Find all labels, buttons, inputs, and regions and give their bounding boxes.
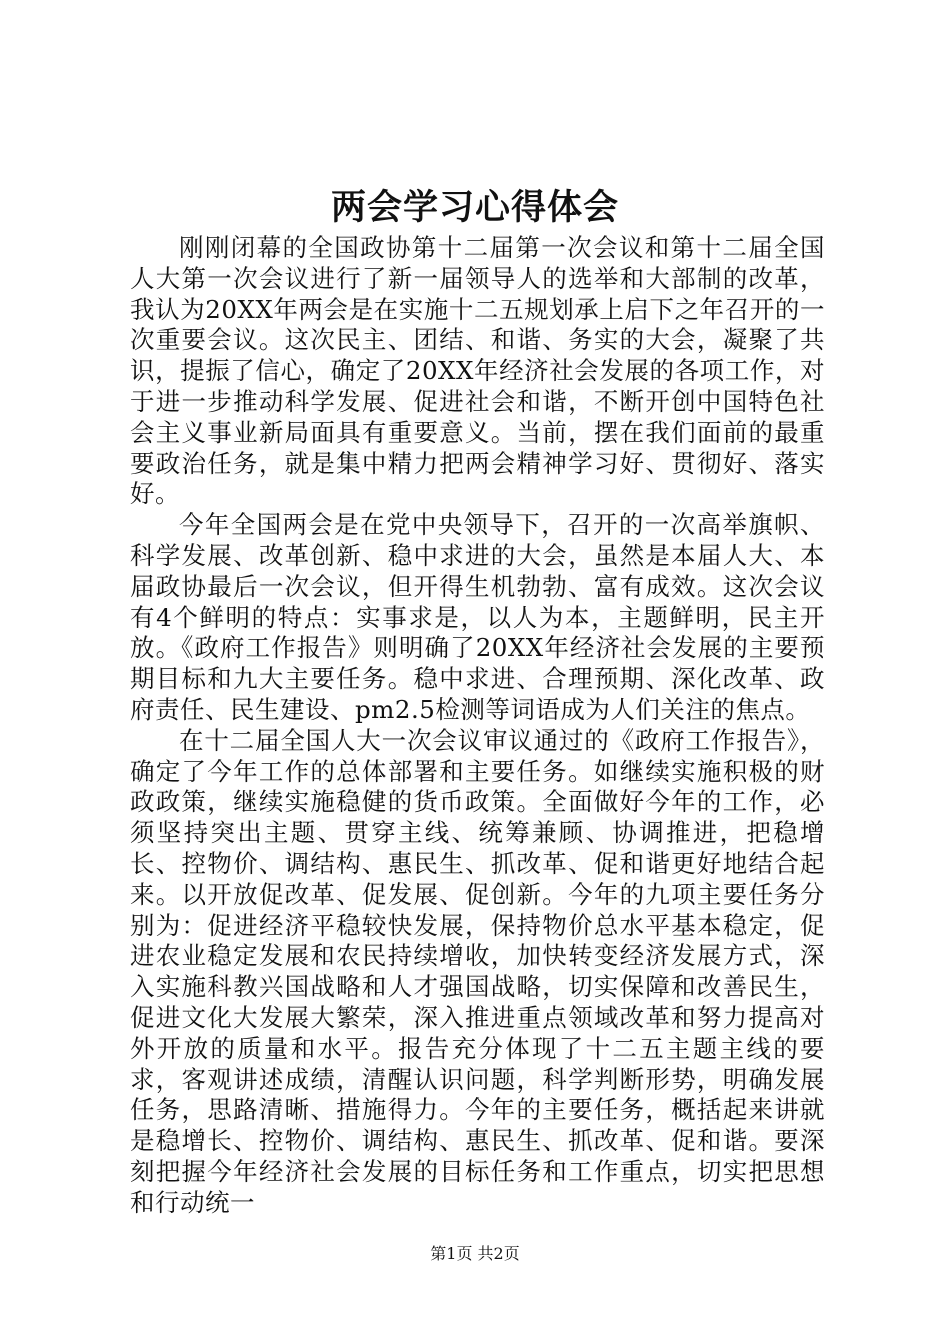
paragraph-1: 刚刚闭幕的全国政协第十二届第一次会议和第十二届全国人大第一次会议进行了新一届领导人的选举和大部制的改革，我认为20XX年两会是在实施十二五规划承上启下之年召开的一次重要会议。这次民主、团结、和谐、务实的大会，凝聚了共识，提振了信心，确定了20XX年经济社会发展的各项工作，对于进一步推动科学发展、促进社会和谐，不断开创中国特色社会主义事业新局面具有重要意义。当前，摆在我们面前的最重要政治任务，就是集中精力把两会精神学习好、贯彻好、落实好。 — [130, 233, 825, 509]
page-number: 第1页 共2页 — [430, 1244, 520, 1263]
paragraph-2: 今年全国两会是在党中央领导下，召开的一次高举旗帜、科学发展、改革创新、稳中求进的大会，虽然是本届人大、本届政协最后一次会议，但开得生机勃勃、富有成效。这次会议有4个鲜明的特点：实事求是，以人为本，主题鲜明，民主开放。《政府工作报告》则明确了20XX年经济社会发展的主要预期目标和九大主要任务。稳中求进、合理预期、深化改革、政府责任、民生建设、pm2.5检测等词语成为人们关注的焦点。 — [130, 510, 825, 724]
document-title: 两会学习心得体会 — [330, 187, 619, 228]
page-footer — [0, 1242, 950, 1266]
paragraph-3: 在十二届全国人大一次会议审议通过的《政府工作报告》，确定了今年工作的总体部署和主要任务。如继续实施积极的财政政策，继续实施稳健的货币政策。全面做好今年的工作，必须坚持突出主题、贯穿主线、统筹兼顾、协调推进，把稳增长、控物价、调结构、惠民生、抓改革、促和谐更好地结合起来。以开放促改革、促发展、促创新。今年的九项主要任务分别为：促进经济平稳较快发展，保持物价总水平基本稳定，促进农业稳定发展和农民持续增收，加快转变经济发展方式，深入实施科教兴国战略和人才强国战略，切实保障和改善民生，促进文化大发展大繁荣，深入推进重点领域改革和努力提高对外开放的质量和水平。报告充分体现了十二五主题主线的要求，客观讲述成绩，清醒认识问题，科学判断形势，明确发展任务，思路清晰、措施得力。今年的主要任务，概括起来讲就是稳增长、控物价、调结构、惠民生、抓改革、促和谐。要深刻把握今年经济社会发展的目标任务和工作重点，切实把思想和行动统一 — [130, 725, 825, 1217]
document-body — [130, 233, 825, 1219]
